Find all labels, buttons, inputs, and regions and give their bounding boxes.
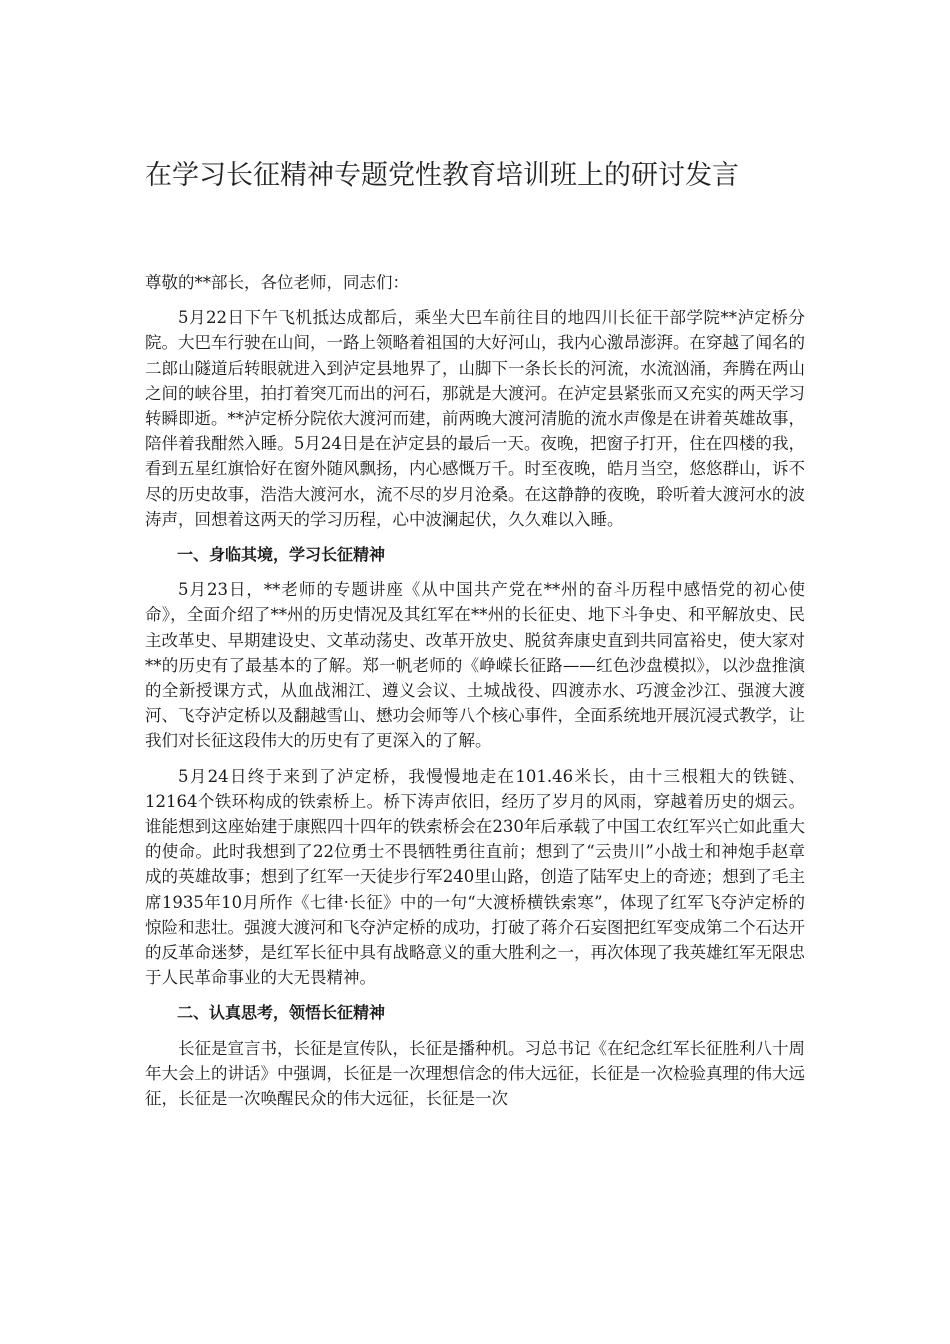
paragraph-section2-1: 长征是宣言书，长征是宣传队，长征是播种机。习总书记《在纪念红军长征胜利八十周年大会上的讲话》中强调，长征是一次理想信念的伟大远征，长征是一次检验真理的伟大远征，长征是一次唤醒民众的伟大远征，长征是一次 (145, 1038, 805, 1109)
paragraph-section1-1: 5月23日，**老师的专题讲座《从中国共产党在**州的奋斗历程中感悟党的初心使命》，全面介绍了**州的历史情况及其红军在**州的长征史、地下斗争史、和平解放史、民主改革史、早期建设史、文革动荡史、改革开放史、脱贫奔康史直到共同富裕史，使大家对**的历史有了最基本的了解。郑一帆老师的《峥嵘长征路——红色沙盘模拟》，以沙盘推演的全新授课方式，从血战湘江、遵义会议、土城战役、四渡赤水、巧渡金沙江、强渡大渡河、飞夺泸定桥以及翻越雪山、懋功会师等八个核心事件，全面系统地开展沉浸式教学，让我们对长征这段伟大的历史有了更深入的了解。 (145, 580, 805, 751)
document-body (145, 270, 805, 1121)
paragraph-section1-2: 5月24日终于来到了泸定桥，我慢慢地走在101.46米长，由十三根粗大的铁链、12164个铁环构成的铁索桥上。桥下涛声依旧，经历了岁月的风雨，穿越着历史的烟云。谁能想到这座始建于康熙四十四年的铁索桥会在230年后承载了中国工农红军兴亡如此重大的使命。此时我想到了22位勇士不畏牺牲勇往直前；想到了“云贵川”小战士和神炮手赵章成的英雄故事；想到了红军一天徒步行军240里山路，创造了陆军史上的奇迹；想到了毛主席1935年10月所作《七律·长征》中的一句“大渡桥横铁索寒”，体现了红军飞夺泸定桥的惊险和悲壮。强渡大渡河和飞夺泸定桥的成功，打破了蒋介石妄图把红军变成第二个石达开的反革命迷梦，是红军长征中具有战略意义的重大胜利之一，再次体现了我英雄红军无限忠于人民革命事业的大无畏精神。 (145, 766, 805, 988)
salutation: 尊敬的**部长，各位老师，同志们： (145, 273, 409, 292)
section-heading-1: 一、身临其境，学习长征精神 (177, 545, 386, 565)
section-heading-2: 二、认真思考，领悟长征精神 (177, 1003, 386, 1023)
paragraph-intro: 5月22日下午飞机抵达成都后，乘坐大巴车前往目的地四川长征干部学院**泸定桥分院。大巴车行驶在山间，一路上领略着祖国的大好河山，我内心激昂澎湃。在穿越了闻名的二郎山隧道后转眼就进入到泸定县地界了，山脚下一条长长的河流，水流汹涌，奔腾在两山之间的峡谷里，拍打着突兀而出的河石，那就是大渡河。在泸定县紧张而又充实的两天学习转瞬即逝。**泸定桥分院依大渡河而建，前两晚大渡河清脆的流水声像是在讲着英雄故事，陪伴着我酣然入睡。5月24日是在泸定县的最后一天。夜晚，把窗子打开，住在四楼的我，看到五星红旗恰好在窗外随风飘扬，内心感慨万千。时至夜晚，皓月当空，悠悠群山，诉不尽的历史故事，浩浩大渡河水，流不尽的岁月沧桑。在这静静的夜晚，聆听着大渡河水的波涛声，回想着这两天的学习历程，心中波澜起伏，久久难以入睡。 (145, 308, 805, 529)
document-title: 在学习长征精神专题党性教育培训班上的研讨发言 (145, 160, 739, 191)
